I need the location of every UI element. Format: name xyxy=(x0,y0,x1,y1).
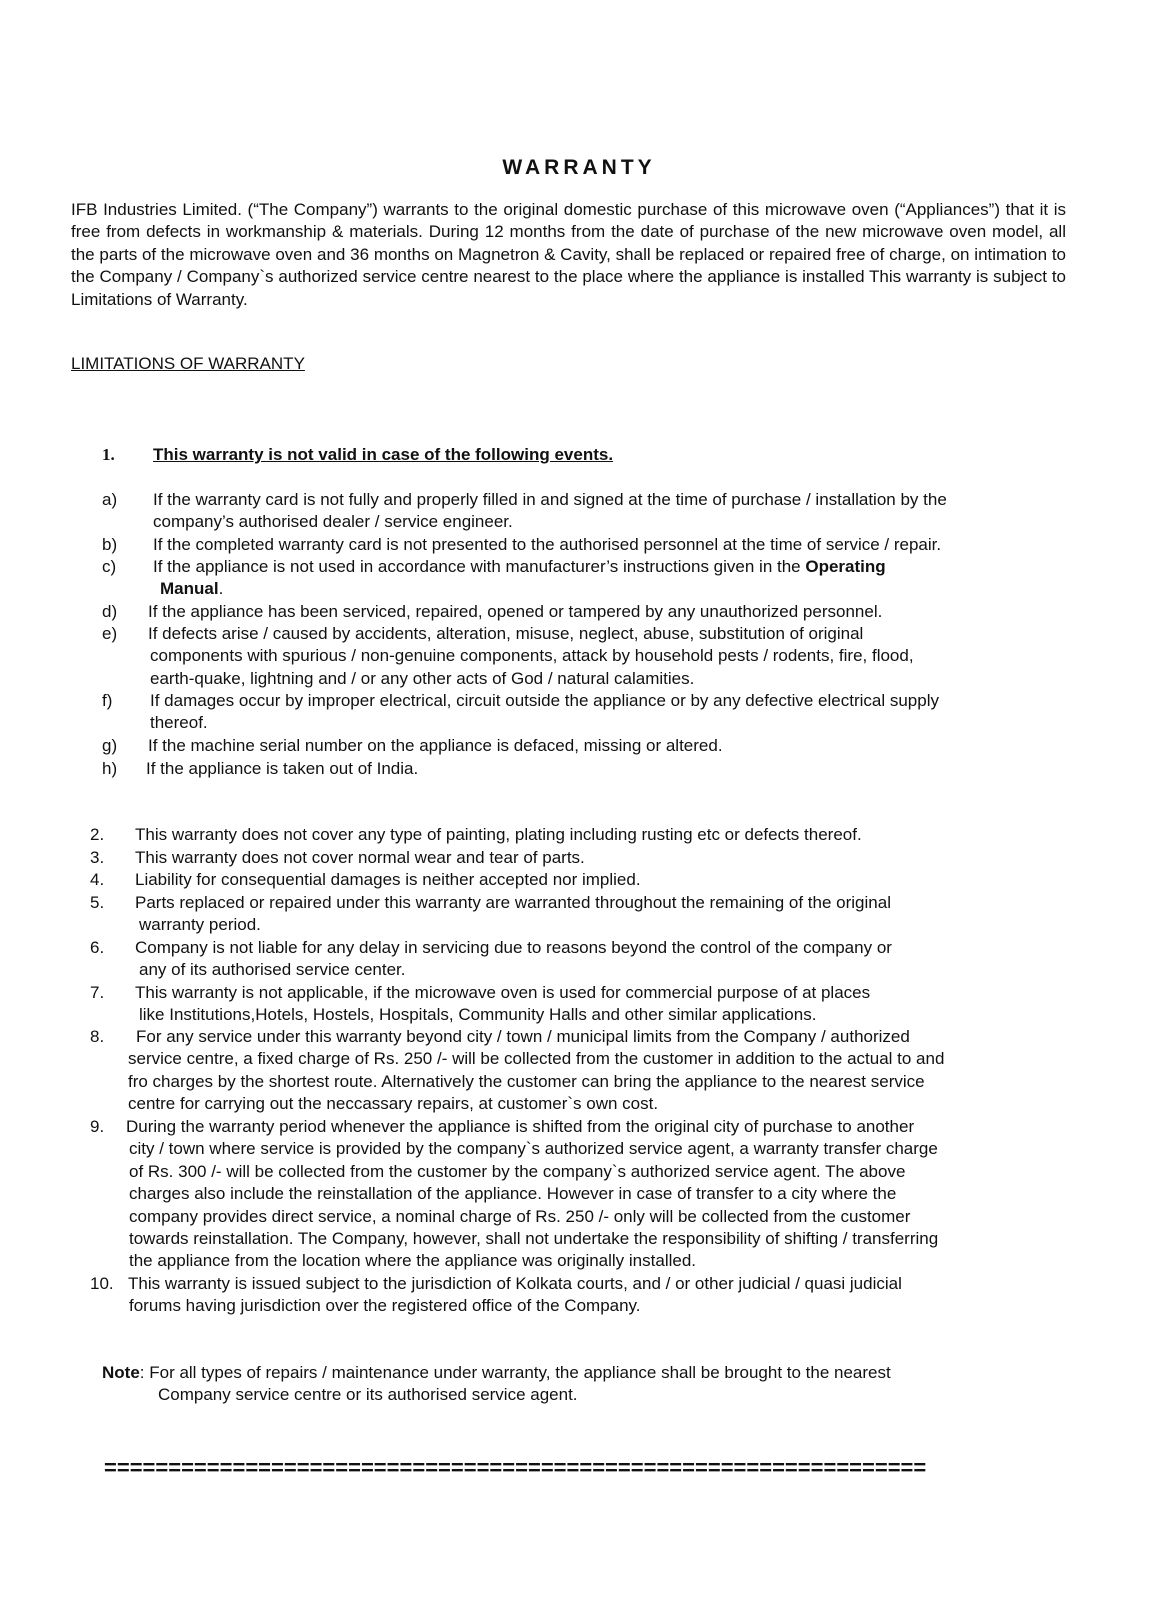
sub-item-line: earth-quake, lightning and / or any other acts of God / natural calamities. xyxy=(150,668,695,688)
sub-item-c xyxy=(102,556,1082,601)
sub-item-body xyxy=(148,623,914,690)
sub-item-d xyxy=(102,601,1082,624)
item-line: This warranty does not cover normal wear and tear of parts. xyxy=(135,848,585,867)
sub-item-letter: a) xyxy=(102,490,118,509)
item-body xyxy=(135,869,641,891)
item-number: 2. xyxy=(90,825,105,844)
item-number: 6. xyxy=(90,938,105,957)
item-number: 9. xyxy=(90,1117,105,1136)
sub-item-line: thereof. xyxy=(150,713,208,733)
sub-item-letter: h) xyxy=(102,759,118,778)
sub-item-e xyxy=(102,623,1082,691)
sub-item-line: If damages occur by improper electrical, circuit outside the appliance or by any defective electrical supply xyxy=(150,691,939,710)
sub-item-letter: b) xyxy=(102,535,118,554)
point-1-number: 1. xyxy=(102,445,115,464)
item-number: 8. xyxy=(90,1027,105,1046)
operating-text: Operating xyxy=(805,557,886,576)
item-line: like Institutions,Hotels, Hostels, Hospitals, Community Halls and other similar applications. xyxy=(139,1005,817,1025)
sub-item-body xyxy=(146,758,418,780)
sub-item-line: If the completed warranty card is not presented to the authorised personnel at the time of service / repair. xyxy=(153,535,942,554)
sub-item-line: If the appliance has been serviced, repaired, opened or tampered by any unauthorized personnel. xyxy=(148,602,883,621)
limitations-heading: LIMITATIONS OF WARRANTY xyxy=(71,354,305,373)
item-3 xyxy=(90,847,1080,870)
sub-item-text: . xyxy=(218,579,224,599)
sub-item-letter: g) xyxy=(102,736,118,755)
item-line: Liability for consequential damages is neither accepted nor implied. xyxy=(135,870,641,889)
sub-item-letter: c) xyxy=(102,557,117,576)
item-8 xyxy=(90,1026,1080,1116)
sub-item-body xyxy=(153,556,886,601)
page-title: WARRANTY xyxy=(502,156,656,179)
item-body xyxy=(135,937,892,982)
item-line: of Rs. 300 /- will be collected from the customer by the company`s authorized service agent. The above xyxy=(129,1161,906,1181)
sub-item-letter: f) xyxy=(102,691,113,710)
sub-item-letter: d) xyxy=(102,602,118,621)
note-block xyxy=(102,1362,1022,1407)
item-body xyxy=(135,824,862,846)
note-line-2: Company service centre or its authorised service agent. xyxy=(158,1385,578,1405)
item-number: 4. xyxy=(90,870,105,889)
item-2 xyxy=(90,824,1080,847)
item-4 xyxy=(90,869,1080,892)
sub-item-line: If the machine serial number on the appliance is defaced, missing or altered. xyxy=(148,736,723,755)
note-line-1: : For all types of repairs / maintenance under warranty, the appliance shall be brought to the nearest xyxy=(139,1363,891,1382)
item-line: For any service under this warranty beyond city / town / municipal limits from the Company / authorized xyxy=(136,1027,910,1046)
sub-item-line: If the appliance is taken out of India. xyxy=(146,759,419,778)
sub-item-body xyxy=(153,534,941,556)
sub-item-b xyxy=(102,534,1082,557)
item-body xyxy=(135,982,870,1027)
sub-item-f xyxy=(102,690,1082,735)
item-line: city / town where service is provided by the company`s authorized service agent, a warranty transfer charge xyxy=(129,1139,938,1159)
sub-item-body xyxy=(153,489,947,534)
sub-item-line: If defects arise / caused by accidents, alteration, misuse, neglect, abuse, substitution of original xyxy=(148,624,864,643)
item-line: Company is not liable for any delay in servicing due to reasons beyond the control of the company or xyxy=(135,938,892,957)
point-1-text: This warranty is not valid in case of the following events. xyxy=(153,445,614,464)
item-line: This warranty is issued subject to the jurisdiction of Kolkata courts, and / or other judicial / quasi judicial xyxy=(128,1274,902,1293)
item-line: forums having jurisdiction over the registered office of the Company. xyxy=(129,1296,641,1316)
sub-item-body xyxy=(148,601,882,623)
point-1 xyxy=(102,445,613,465)
item-number: 3. xyxy=(90,848,105,867)
item-10 xyxy=(90,1273,1080,1318)
item-line: charges also include the reinstallation of the appliance. However in case of transfer to a city where the xyxy=(129,1184,897,1204)
item-body xyxy=(126,1116,938,1273)
item-line: service centre, a fixed charge of Rs. 250 /- will be collected from the customer in addition to the actual to and xyxy=(128,1049,945,1069)
item-line: fro charges by the shortest route. Alternatively the customer can bring the appliance to the nearest service xyxy=(128,1071,925,1091)
item-line: During the warranty period whenever the appliance is shifted from the original city of purchase to another xyxy=(126,1117,915,1136)
item-line: This warranty does not cover any type of painting, plating including rusting etc or defects thereof. xyxy=(135,825,862,844)
sub-item-h xyxy=(102,758,1082,781)
item-5 xyxy=(90,892,1080,937)
sub-item-line: If the warranty card is not fully and properly filled in and signed at the time of purchase / installation by the xyxy=(153,490,947,509)
item-9 xyxy=(90,1116,1080,1274)
manual-text: Manual xyxy=(160,579,219,599)
item-line: the appliance from the location where the appliance was originally installed. xyxy=(129,1251,697,1271)
item-body xyxy=(135,847,585,869)
item-7 xyxy=(90,982,1080,1027)
sub-item-line: company’s authorised dealer / service engineer. xyxy=(153,512,513,532)
sub-item-body xyxy=(148,735,723,757)
item-body xyxy=(128,1026,944,1116)
item-body xyxy=(128,1273,902,1318)
sub-item-body xyxy=(150,690,939,735)
item-line: towards reinstallation. The Company, however, shall not undertake the responsibility of shifting / transferring xyxy=(129,1229,939,1249)
sub-item-line xyxy=(153,578,886,600)
item-body xyxy=(135,892,891,937)
item-number: 10. xyxy=(90,1274,114,1293)
sub-item-text: If the appliance is not used in accordance with manufacturer’s instructions given in the xyxy=(153,557,806,576)
sub-item-g xyxy=(102,735,1082,758)
item-number: 7. xyxy=(90,983,105,1002)
item-number: 5. xyxy=(90,893,105,912)
note-label: Note xyxy=(102,1363,140,1382)
item-line: company provides direct service, a nominal charge of Rs. 250 /- only will be collected from the customer xyxy=(129,1206,911,1226)
separator-line: ================================================================ xyxy=(104,1455,927,1480)
intro-paragraph: IFB Industries Limited. (“The Company”) warrants to the original domestic purchase of this microwave oven (“Appliances”) that it is free from defects in workmanship & materials. During 12 months from the date of purchase of the new microwave oven model, all the parts of the microwave oven and 36 months on Magnetron & Cavity, shall be replaced or repaired free of charge, on intimation to the Company / Company`s authorized service centre nearest to the place where the appliance is installed This warranty is subject to Limitations of Warranty. xyxy=(71,200,1066,309)
item-line: any of its authorised service center. xyxy=(139,960,406,980)
item-line: This warranty is not applicable, if the microwave oven is used for commercial purpose of at places xyxy=(135,983,871,1002)
item-line: centre for carrying out the neccassary repairs, at customer`s own cost. xyxy=(128,1094,659,1114)
sub-item-a xyxy=(102,489,1082,534)
item-line: warranty period. xyxy=(139,915,261,935)
sub-item-letter: e) xyxy=(102,624,118,643)
sub-item-line xyxy=(153,556,886,578)
sub-item-line: components with spurious / non-genuine components, attack by household pests / rodents, fire, flood, xyxy=(150,646,914,666)
item-line: Parts replaced or repaired under this warranty are warranted throughout the remaining of the original xyxy=(135,893,891,912)
item-6 xyxy=(90,937,1080,982)
